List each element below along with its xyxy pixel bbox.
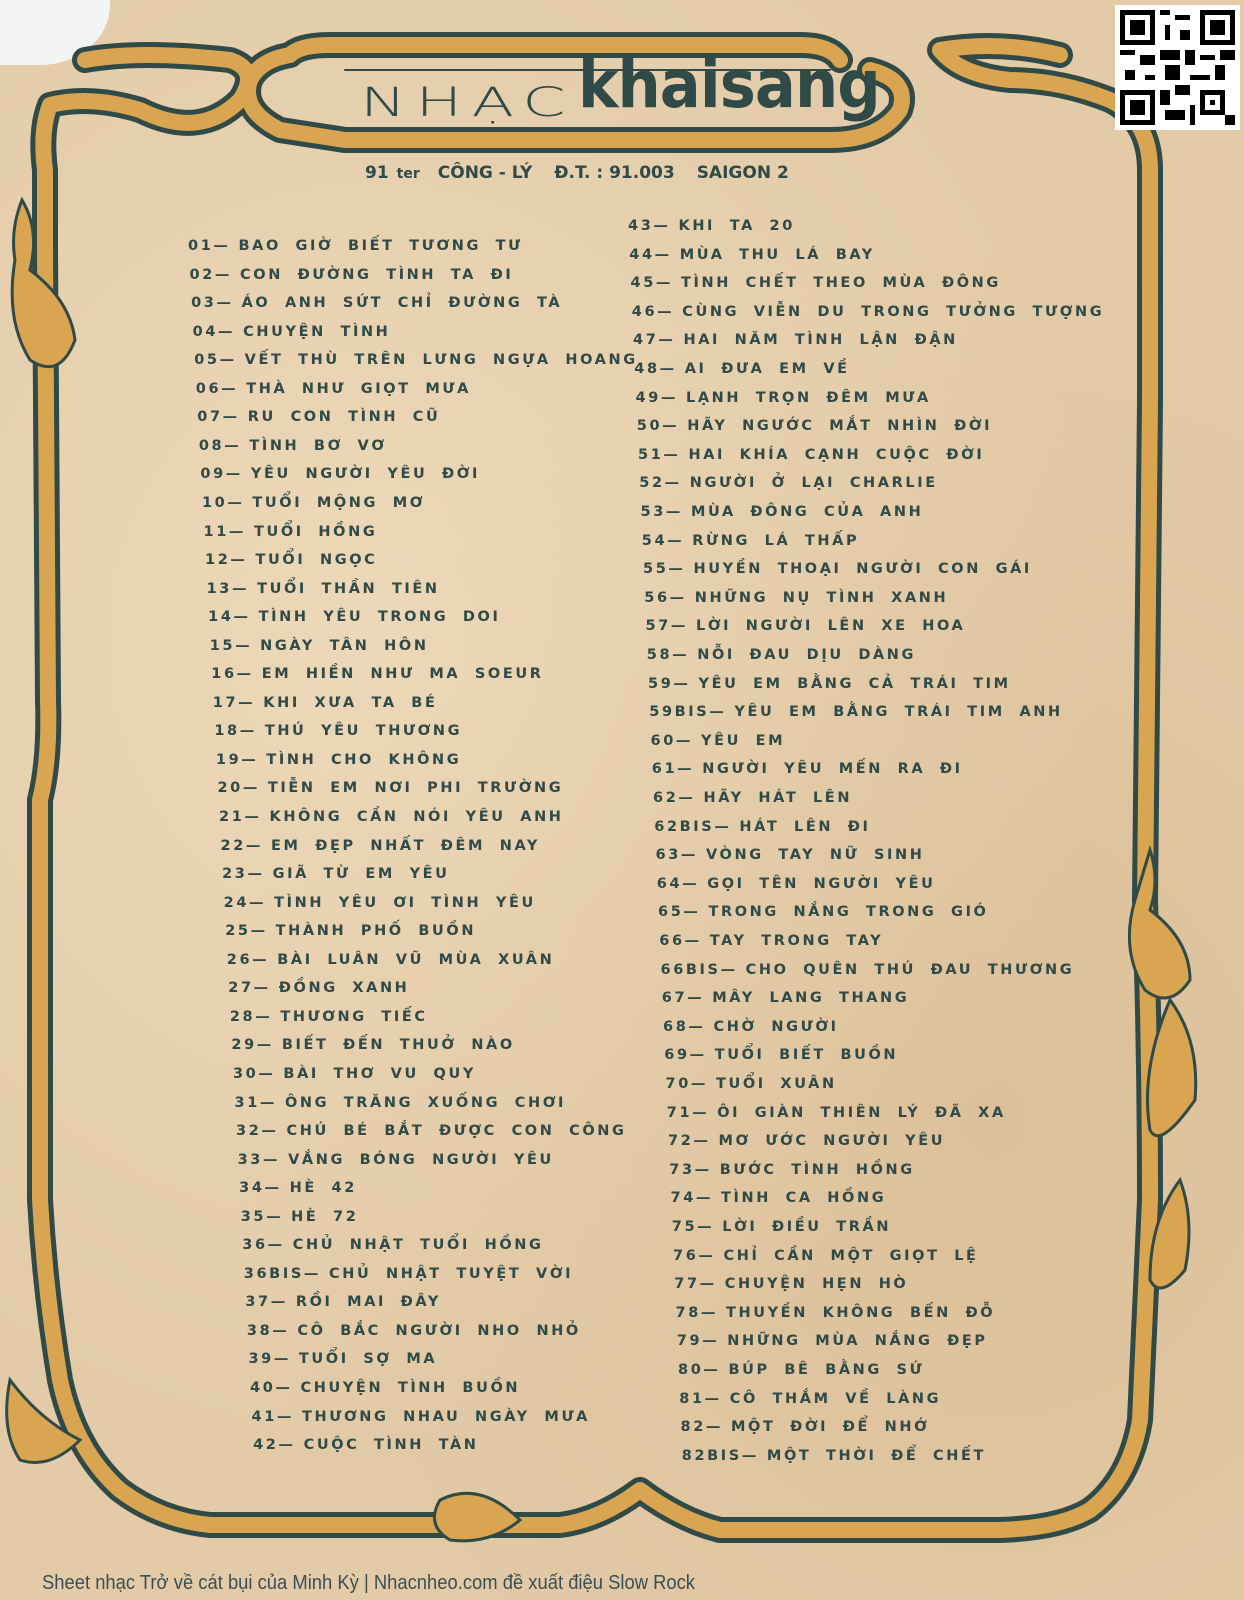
song-title: EM ĐẸP NHẤT ĐÊM NAY — [271, 837, 540, 854]
song-entry — [241, 1209, 359, 1225]
song-number: 53— — [640, 504, 683, 520]
song-entry — [664, 1047, 898, 1063]
song-title: TÌNH CA HỒNG — [720, 1190, 887, 1207]
song-number: 43— — [628, 218, 671, 234]
song-number: 29— — [231, 1037, 274, 1054]
song-title: MÙA ĐÔNG CỦA ANH — [690, 504, 924, 520]
street: CÔNG - LÝ — [437, 163, 533, 183]
song-title: CUỘC TÌNH TÀN — [303, 1437, 479, 1454]
song-title: TUỔI THẦN TIÊN — [257, 580, 440, 597]
song-number: 22— — [220, 837, 264, 854]
song-entry — [666, 1076, 837, 1092]
song-number: 59— — [648, 675, 691, 692]
song-title: NHỮNG MÙA NẮNG ĐẸP — [727, 1333, 988, 1350]
song-title: TIỄN EM NƠI PHI TRƯỜNG — [267, 780, 564, 797]
song-entry — [210, 638, 429, 654]
song-title: CHỜ NGƯỜI — [713, 1018, 839, 1035]
song-number: 62BIS— — [654, 818, 732, 835]
song-entry — [668, 1133, 945, 1149]
song-title: TUỔI MỘNG MƠ — [252, 494, 425, 511]
song-title: NGƯỜI YÊU MẾN RA ĐI — [702, 761, 963, 778]
address-number: 91 — [365, 163, 389, 183]
song-title: BÀI LUÂN VŨ MÙA XUÂN — [277, 951, 555, 968]
song-number: 51— — [638, 446, 681, 463]
song-title: HUYỀN THOẠI NGƯỜI CON GÁI — [693, 561, 1032, 578]
song-title: EM HIỀN NHƯ MA SOEUR — [261, 666, 544, 683]
song-entry — [636, 390, 931, 406]
song-entry — [194, 352, 638, 368]
song-number: 67— — [661, 990, 705, 1007]
song-title: GIÃ TỪ EM YÊU — [272, 866, 450, 883]
song-entry — [673, 1248, 979, 1264]
song-number: 46— — [631, 303, 675, 320]
song-number: 49— — [635, 389, 678, 406]
song-number: 09— — [200, 466, 243, 483]
song-number: 59BIS— — [649, 704, 727, 721]
song-number: 25— — [225, 923, 268, 940]
song-number: 56— — [644, 589, 687, 606]
song-entry — [644, 590, 948, 606]
song-title: KHI TA 20 — [678, 218, 795, 234]
song-number: 52— — [639, 475, 682, 492]
song-entry — [214, 723, 462, 739]
song-entry — [235, 1095, 566, 1111]
song-title: CON ĐƯỜNG TÌNH TA ĐI — [240, 266, 514, 283]
song-title: NHỮNG NỤ TÌNH XANH — [694, 589, 949, 606]
song-entry — [641, 504, 924, 520]
song-title: ÁO ANH SỨT CHỈ ĐƯỜNG TÀ — [241, 295, 563, 312]
song-number: 73— — [669, 1161, 712, 1178]
song-entry — [213, 695, 438, 711]
song-title: THƯƠNG TIẾC — [280, 1008, 428, 1025]
song-entry — [667, 1105, 1006, 1121]
song-entry — [238, 1152, 554, 1168]
song-number: 36— — [242, 1237, 285, 1254]
song-number: 33— — [237, 1151, 281, 1168]
song-entry — [654, 819, 870, 835]
song-number: 71— — [666, 1104, 710, 1121]
song-number: 30— — [232, 1065, 276, 1082]
song-entry — [216, 752, 461, 768]
song-number: 65— — [658, 904, 701, 921]
song-number: 82— — [680, 1419, 723, 1436]
song-entry — [669, 1162, 915, 1178]
song-title: CÙNG VIỄN DU TRONG TƯỞNG TƯỢNG — [682, 303, 1105, 320]
song-title: TÌNH BƠ VƠ — [249, 437, 387, 454]
song-number: 16— — [211, 666, 254, 683]
song-entry — [628, 218, 795, 234]
song-entry — [224, 895, 536, 911]
song-title: CHỦ NHẬT TUYỆT VỜI — [328, 1265, 574, 1282]
song-number: 54— — [641, 532, 685, 549]
song-number: 70— — [665, 1076, 708, 1092]
song-entry — [661, 962, 1075, 978]
song-number: 80— — [678, 1362, 721, 1378]
song-entry — [632, 304, 1104, 320]
song-entry — [207, 581, 440, 597]
song-title: HÃY HÁT LÊN — [703, 790, 853, 806]
song-entry — [672, 1219, 891, 1235]
song-number: 03— — [191, 295, 234, 312]
song-entry — [245, 1294, 441, 1310]
song-number: 11— — [203, 523, 246, 540]
song-entry — [649, 704, 1063, 720]
song-number: 26— — [226, 951, 270, 968]
song-entry — [643, 561, 1032, 577]
song-number: 38— — [246, 1322, 290, 1339]
song-entry — [248, 1351, 437, 1367]
song-entry — [200, 466, 480, 482]
song-entry — [642, 533, 859, 549]
song-entry — [638, 447, 984, 463]
song-entry — [252, 1409, 590, 1425]
song-entry — [682, 1448, 986, 1464]
song-number: 08— — [198, 437, 242, 454]
song-title: TRONG NẮNG TRONG GIÓ — [708, 904, 989, 921]
song-entry — [678, 1362, 924, 1378]
song-entry — [244, 1266, 573, 1282]
song-number: 48— — [634, 361, 677, 377]
song-entry — [633, 332, 958, 348]
song-entry — [205, 552, 377, 568]
song-entry — [646, 618, 966, 634]
song-number: 47— — [633, 332, 676, 349]
song-number: 63— — [655, 847, 698, 864]
song-title: VÒNG TAY NỮ SINH — [705, 847, 925, 864]
song-number: 55— — [643, 561, 686, 578]
song-number: 24— — [223, 894, 267, 911]
song-title: HÈ 72 — [291, 1208, 359, 1225]
song-title: VẾT THÙ TRÊN LƯNG NGỰA HOANG — [244, 352, 638, 369]
song-entry — [656, 847, 925, 863]
song-title: CÔ THẮM VỀ LÀNG — [729, 1390, 942, 1407]
song-title: MÂY LANG THANG — [712, 990, 910, 1007]
song-entry — [219, 809, 564, 825]
phone: Đ.T. : 91.003 — [554, 163, 675, 183]
song-entry — [188, 238, 523, 254]
song-entry — [671, 1190, 887, 1206]
song-title: MÙA THU LÁ BAY — [679, 246, 875, 263]
song-entry — [191, 295, 562, 311]
song-title: CHỦ NHẬT TUỔI HỒNG — [292, 1237, 544, 1254]
song-title: NỖI ĐAU DỊU DÀNG — [697, 647, 917, 663]
song-number: 20— — [217, 780, 260, 797]
song-title: BÚP BÊ BẰNG SỨ — [728, 1362, 925, 1378]
publisher-address — [365, 163, 811, 183]
song-title: YÊU EM BẰNG TRÁI TIM ANH — [734, 704, 1063, 721]
song-title: CHO QUÊN THÚ ĐAU THƯƠNG — [745, 961, 1075, 978]
song-number: 13— — [206, 580, 250, 597]
song-entry — [651, 733, 786, 749]
song-number: 44— — [629, 246, 672, 263]
song-number: 58— — [646, 647, 690, 663]
song-number: 66— — [659, 933, 702, 949]
song-entry — [196, 381, 471, 397]
song-entry — [199, 438, 387, 454]
song-title: MƠ ƯỚC NGƯỜI YÊU — [718, 1133, 946, 1150]
song-entry — [674, 1276, 908, 1292]
song-title: CHUYỆN HẸN HÒ — [724, 1276, 909, 1293]
song-title: NGÀY TÂN HÔN — [260, 637, 429, 654]
city: SAIGON 2 — [696, 163, 789, 183]
song-title: RU CON TÌNH CŨ — [247, 409, 441, 426]
song-title: THUYỀN KHÔNG BẾN ĐỖ — [725, 1304, 996, 1321]
song-title: LỜI ĐIỀU TRẦN — [722, 1219, 892, 1235]
song-number: 06— — [195, 380, 239, 397]
song-number: 05— — [194, 352, 237, 369]
song-number: 77— — [674, 1276, 717, 1293]
song-entry — [681, 1419, 930, 1435]
song-title: GỌI TÊN NGƯỜI YÊU — [707, 875, 936, 892]
song-number: 23— — [222, 866, 265, 883]
song-entry — [631, 275, 1001, 291]
song-number: 07— — [197, 409, 240, 426]
song-number: 04— — [192, 323, 236, 340]
song-entry — [239, 1180, 357, 1196]
song-entry — [629, 247, 875, 263]
song-entry — [250, 1380, 520, 1396]
song-title: TÌNH CHẾT THEO MÙA ĐÔNG — [680, 275, 1001, 292]
song-title: RỒI MAI ĐÂY — [295, 1294, 441, 1311]
song-title: CHUYỆN TÌNH — [243, 323, 391, 340]
song-entry — [639, 475, 937, 491]
song-number: 02— — [189, 266, 233, 283]
song-title: CÔ BẮC NGƯỜI NHO NHỎ — [297, 1322, 581, 1339]
song-entry — [679, 1391, 941, 1407]
song-number: 27— — [228, 980, 271, 997]
song-number: 32— — [236, 1123, 279, 1140]
song-number: 76— — [673, 1247, 716, 1264]
song-title: BƯỚC TÌNH HỒNG — [719, 1161, 915, 1178]
song-entry — [676, 1305, 996, 1321]
song-entry — [652, 761, 963, 777]
song-entry — [242, 1237, 543, 1253]
song-entry — [253, 1437, 478, 1453]
song-title: TUỔI SỢ MA — [298, 1351, 438, 1368]
song-title: KHÔNG CẦN NÓI YÊU ANH — [269, 809, 564, 825]
song-entry — [662, 990, 910, 1006]
song-title: ÔNG TRĂNG XUỐNG CHƠI — [284, 1094, 566, 1111]
song-title: TUỔI XUÂN — [715, 1076, 837, 1092]
song-title: KHI XƯA TA BÉ — [263, 694, 438, 711]
song-title: THÚ YÊU THƯƠNG — [264, 723, 463, 740]
song-number: 18— — [214, 723, 257, 740]
song-title: LỜI NGƯỜI LÊN XE HOA — [695, 618, 966, 635]
song-title: ÔI GIÀN THIÊN LÝ ĐÃ XA — [717, 1104, 1006, 1121]
song-number: 10— — [201, 494, 245, 511]
song-title: AI ĐƯA EM VỀ — [684, 361, 850, 377]
song-entry — [658, 904, 989, 920]
song-entry — [634, 361, 849, 377]
song-title: BAO GIỜ BIẾT TƯƠNG TƯ — [238, 238, 523, 254]
address-suffix: ter — [396, 166, 420, 182]
song-title: YÊU EM BẰNG CẢ TRÁI TIM — [698, 675, 1011, 692]
song-entry — [204, 524, 378, 540]
song-number: 35— — [240, 1208, 284, 1225]
song-title: MỘT THỜI ĐỂ CHẾT — [766, 1447, 987, 1464]
song-title: TUỔI BIẾT BUỒN — [714, 1047, 899, 1064]
song-number: 41— — [251, 1408, 295, 1425]
song-entry — [663, 1019, 839, 1035]
song-title: TUỔI HỒNG — [253, 523, 378, 540]
song-number: 62— — [653, 790, 696, 806]
song-title: HAI KHÍA CẠNH CUỘC ĐỜI — [688, 446, 985, 463]
song-entry — [222, 866, 449, 882]
song-number: 37— — [245, 1294, 288, 1311]
song-number: 78— — [675, 1304, 718, 1321]
song-entry — [197, 409, 440, 425]
song-title: TÌNH CHO KHÔNG — [266, 751, 462, 768]
song-title: CHỈ CẦN MỘT GIỌT LỆ — [723, 1247, 979, 1264]
song-title: YÊU NGƯỜI YÊU ĐỜI — [250, 466, 480, 483]
song-number: 82BIS— — [681, 1447, 759, 1464]
song-entry — [217, 780, 563, 796]
song-number: 72— — [668, 1133, 711, 1150]
song-entry — [193, 324, 391, 340]
song-number: 75— — [671, 1219, 715, 1235]
song-number: 60— — [650, 732, 693, 749]
brand-name: khaisang — [578, 46, 880, 123]
song-number: 34— — [239, 1180, 282, 1197]
song-number: 61— — [651, 761, 695, 778]
song-entry — [225, 923, 476, 939]
song-title: MỘT ĐỜI ĐỂ NHỚ — [730, 1419, 930, 1436]
song-entry — [228, 980, 409, 996]
song-entry — [247, 1323, 581, 1339]
song-title: ĐỒNG XANH — [278, 980, 410, 997]
song-title: VẮNG BÓNG NGƯỜI YÊU — [288, 1151, 554, 1168]
song-title: YÊU EM — [700, 732, 786, 749]
song-entry — [647, 647, 916, 663]
song-title: THƯƠNG NHAU NGÀY MƯA — [302, 1408, 590, 1425]
song-entry — [653, 790, 852, 806]
song-entry — [659, 933, 883, 949]
song-entry — [202, 495, 425, 511]
song-entry — [236, 1123, 626, 1139]
footer-caption: Sheet nhạc Trở về cát bụi của Minh Kỳ | Nhacnheo.com đề xuất điệu Slow Rock — [42, 1572, 696, 1594]
song-title: TÌNH YÊU TRONG DOI — [258, 609, 501, 626]
song-number: 21— — [219, 809, 262, 825]
song-title: TUỔI NGỌC — [255, 552, 378, 569]
song-entry — [190, 267, 514, 283]
song-number: 12— — [205, 552, 248, 569]
song-number: 28— — [229, 1008, 273, 1025]
song-number: 74— — [670, 1190, 713, 1207]
song-entry — [208, 609, 500, 625]
song-number: 36BIS— — [243, 1265, 321, 1282]
song-number: 57— — [645, 618, 688, 635]
song-title: NGƯỜI Ở LẠI CHARLIE — [689, 475, 938, 492]
song-entry — [233, 1066, 476, 1082]
song-number: 50— — [636, 418, 680, 435]
song-title: CHUYỆN TÌNH BUỒN — [300, 1380, 521, 1396]
song-title: LẠNH TRỌN ĐÊM MƯA — [685, 389, 931, 406]
song-number: 81— — [679, 1390, 722, 1407]
song-number: 64— — [656, 875, 700, 892]
song-number: 79— — [676, 1333, 720, 1350]
song-title: BÀI THƠ VU QUY — [283, 1065, 476, 1082]
song-number: 42— — [253, 1437, 296, 1454]
song-title: TÌNH YÊU ƠI TÌNH YÊU — [274, 894, 536, 911]
song-entry — [211, 666, 543, 682]
song-number: 66BIS— — [660, 961, 738, 978]
song-entry — [227, 952, 555, 968]
song-number: 69— — [664, 1047, 707, 1064]
song-number: 40— — [250, 1380, 293, 1396]
song-title: HÃY NGƯỚC MẮT NHÌN ĐỜI — [687, 418, 993, 435]
song-title: RỪNG LÁ THẤP — [692, 532, 860, 549]
song-number: 68— — [663, 1018, 706, 1035]
song-number: 45— — [630, 275, 673, 292]
song-entry — [231, 1037, 514, 1053]
song-entry — [657, 876, 936, 892]
song-title: THÀ NHƯ GIỌT MƯA — [246, 380, 471, 397]
song-entry — [230, 1009, 428, 1025]
qr-code-icon[interactable] — [1115, 5, 1240, 130]
song-number: 19— — [215, 751, 259, 768]
song-number: 01— — [188, 238, 231, 254]
song-number: 17— — [212, 694, 256, 711]
song-entry — [221, 838, 540, 854]
song-title: HÁT LÊN ĐI — [739, 818, 871, 835]
song-number: 15— — [209, 637, 253, 654]
song-number: 39— — [248, 1351, 291, 1368]
song-entry — [677, 1333, 988, 1349]
song-title: HÈ 42 — [289, 1180, 357, 1197]
song-entry — [648, 676, 1011, 692]
song-number: 14— — [208, 609, 251, 626]
song-title: TAY TRONG TAY — [709, 933, 884, 949]
song-title: HAI NĂM TÌNH LẬN ĐẬN — [683, 332, 958, 349]
song-title: BIẾT ĐẾN THUỞ NÀO — [281, 1037, 515, 1054]
song-title: THÀNH PHỐ BUỒN — [275, 923, 477, 940]
song-entry — [637, 418, 992, 434]
brand-prefix: NHẠC — [360, 80, 575, 126]
song-title: CHÚ BÉ BẮT ĐƯỢC CON CÔNG — [286, 1123, 627, 1140]
song-number: 31— — [234, 1094, 277, 1111]
